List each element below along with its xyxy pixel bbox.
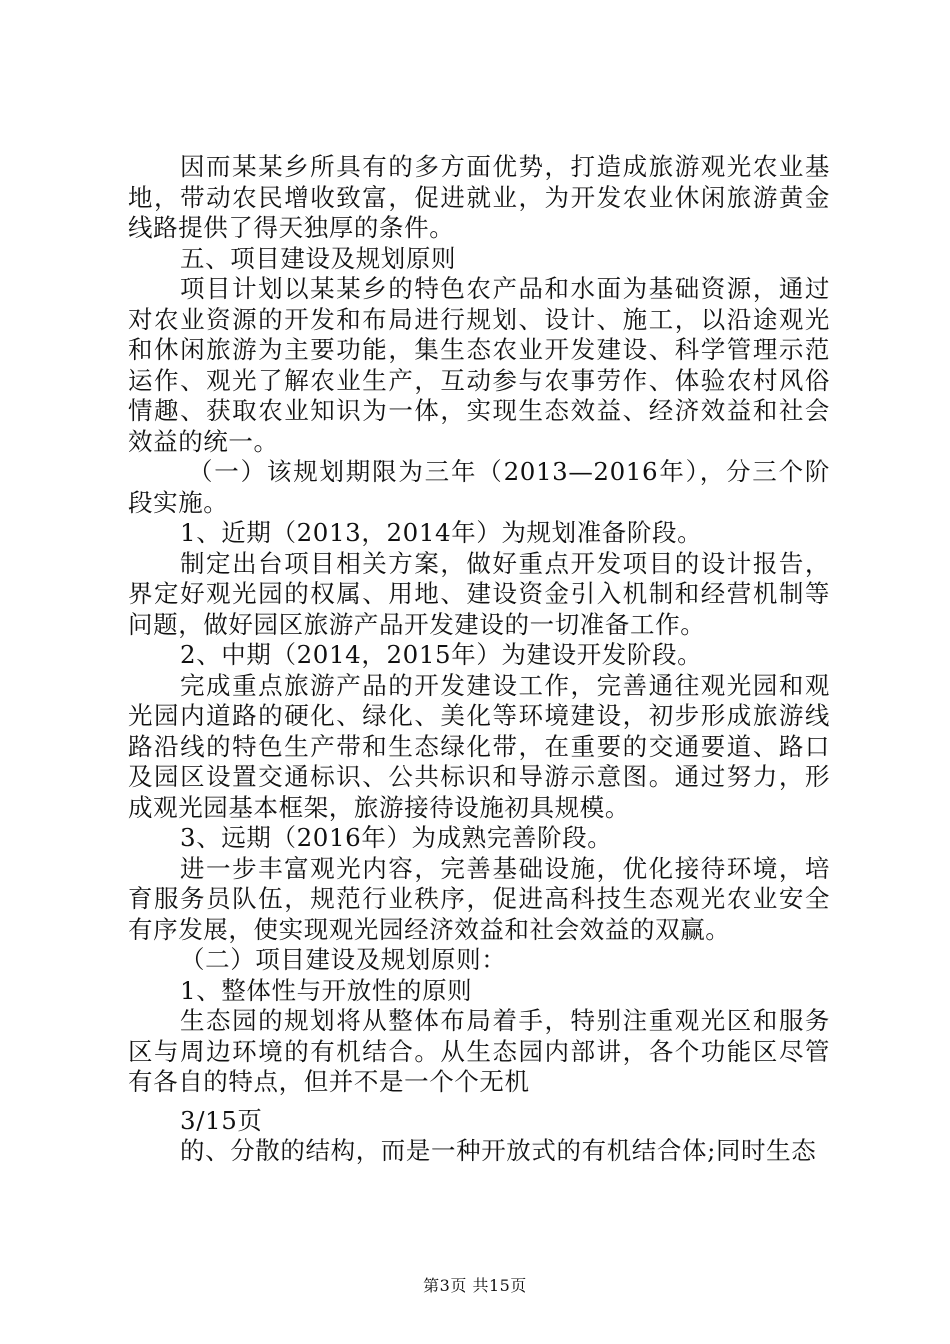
- subsection-heading: （二）项目建设及规划原则：: [180, 945, 507, 974]
- section-heading: 五、项目建设及规划原则: [180, 243, 457, 273]
- list-item: 3、远期（2016年）为成熟完善阶段。: [180, 823, 613, 852]
- list-item: 1、整体性与开放性的原则: [180, 975, 473, 1005]
- paragraph: 因而某某乡所具有的多方面优势，打造成旅游观光农业基地，带动农民增收致富，促进就业，为开发农业休闲旅游黄金线路提供了得天独厚的条件。: [128, 152, 830, 242]
- page-footer: 第3页 共15页: [423, 1276, 527, 1295]
- paragraph: 进一步丰富观光内容，完善基础设施，优化接待环境，培育服务员队伍，规范行业秩序，促进高科技生态观光农业安全有序发展，使实现观光园经济效益和社会效益的双赢。: [128, 853, 830, 944]
- list-item: 1、近期（2013，2014年）为规划准备阶段。: [180, 518, 703, 547]
- paragraph: 制定出台项目相关方案，做好重点开发项目的设计报告，界定好观光园的权属、用地、建设资金引入机制和经营机制等问题，做好园区旅游产品开发建设的一切准备工作。: [128, 548, 830, 639]
- document-body: [128, 152, 830, 1167]
- paragraph: 项目计划以某某乡的特色农产品和水面为基础资源，通过对农业资源的开发和布局进行规划、设计、施工，以沿途观光和休闲旅游为主要功能，集生态农业开发建设、科学管理示范运作、观光了解农业生产，互动参与农事劳作、体验农村风俗情趣、获取农业知识为一体，实现生态效益、经济效益和社会效益的统一。: [128, 274, 830, 456]
- list-item: 2、中期（2014，2015年）为建设开发阶段。: [180, 640, 703, 669]
- continuation-paragraph: 的、分散的结构，而是一种开放式的有机结合体;同时生态: [180, 1136, 817, 1165]
- paragraph: 生态园的规划将从整体布局着手，特别注重观光区和服务区与周边环境的有机结合。从生态园内部讲，各个功能区尽管有各自的特点，但并不是一个个无机: [128, 1006, 830, 1096]
- inline-page-marker: 3/15页: [180, 1105, 263, 1135]
- subsection-heading: （一）该规划期限为三年（2013—2016年），分三个阶段实施。: [128, 457, 830, 517]
- paragraph: 完成重点旅游产品的开发建设工作，完善通往观光园和观光园内道路的硬化、绿化、美化等环境建设，初步形成旅游线路沿线的特色生产带和生态绿化带，在重要的交通要道、路口及园区设置交通标识、公共标识和导游示意图。通过努力，形成观光园基本框架，旅游接待设施初具规模。: [128, 670, 830, 822]
